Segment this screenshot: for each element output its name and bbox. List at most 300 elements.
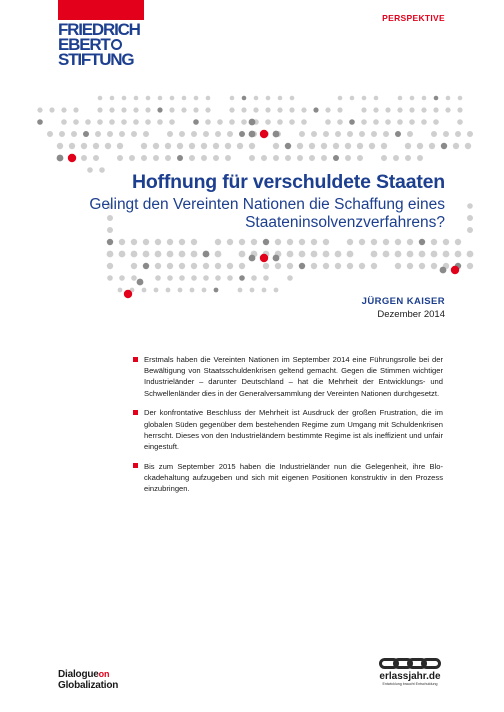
map-dot (157, 119, 163, 125)
map-dot (440, 267, 447, 274)
map-dot (153, 155, 159, 161)
map-dot (297, 155, 303, 161)
map-dot (227, 275, 233, 281)
map-dot (182, 96, 187, 101)
map-dot (213, 155, 219, 161)
map-dot (333, 143, 339, 149)
map-dot (239, 263, 245, 269)
map-dot (81, 143, 87, 149)
map-dot (467, 203, 473, 209)
map-dot (337, 119, 343, 125)
author-name: JÜRGEN KAISER (361, 296, 445, 307)
logo-line-3: STIFTUNG (58, 50, 134, 69)
map-dot (167, 275, 173, 281)
map-dot (357, 143, 363, 149)
map-dot (154, 288, 159, 293)
map-dot (95, 131, 101, 137)
map-dot (287, 239, 293, 245)
map-dot (129, 155, 135, 161)
map-dot (374, 96, 379, 101)
map-dot (323, 263, 329, 269)
map-dot (250, 288, 255, 293)
page-subtitle: Gelingt den Vereinten Nationen die Schaffung eines Staateninsolvenzverfahrens? (89, 196, 445, 231)
map-dot (371, 239, 377, 245)
map-dot (97, 107, 102, 112)
map-dot (227, 131, 233, 137)
map-dot (230, 96, 235, 101)
map-dot (190, 288, 195, 293)
map-dot (263, 275, 269, 281)
map-dot (225, 155, 231, 161)
map-dot (397, 107, 402, 112)
map-dot (323, 239, 329, 245)
map-dot (167, 239, 173, 245)
map-dot (227, 239, 233, 245)
map-dot (431, 251, 438, 258)
map-dot (239, 275, 245, 281)
map-dot (110, 96, 115, 101)
map-dot (347, 239, 353, 245)
map-dot (37, 107, 42, 112)
map-dot (467, 251, 474, 258)
map-dot (142, 288, 147, 293)
fes-logo[interactable] (58, 22, 140, 67)
map-dot (405, 143, 411, 149)
map-dot (359, 263, 365, 269)
map-dot (241, 107, 246, 112)
map-dot (105, 143, 111, 149)
map-dot (443, 239, 449, 245)
map-dot (134, 96, 139, 101)
map-dot (47, 131, 53, 137)
map-dot (407, 239, 413, 245)
map-dot (249, 255, 256, 262)
dialogue-on-globalization-logo[interactable]: Dialogueon Globalization (58, 669, 119, 691)
map-dot (145, 107, 150, 112)
map-dot (407, 131, 413, 137)
map-dot (206, 96, 211, 101)
map-dot (193, 107, 198, 112)
map-dot (157, 107, 162, 112)
erlassjahr-logo[interactable]: erlassjahr.de Entwicklung braucht Entschuldung (375, 658, 445, 687)
map-dot (277, 107, 282, 112)
map-dot (335, 263, 341, 269)
map-dot (467, 227, 473, 233)
map-dot (237, 143, 243, 149)
map-dot (419, 239, 425, 245)
map-dot (121, 119, 127, 125)
logo-line-1: FRIEDRICH (58, 20, 140, 39)
map-dot (191, 251, 198, 258)
map-dot (383, 239, 389, 245)
map-dot (93, 155, 99, 161)
map-dot (345, 155, 351, 161)
logo-line-2: EBERT (58, 37, 140, 52)
map-dot (261, 155, 267, 161)
map-dot (278, 96, 283, 101)
map-dot (287, 275, 293, 281)
map-dot (309, 155, 315, 161)
map-dot (249, 131, 256, 138)
map-dot (455, 131, 461, 137)
map-dot (167, 251, 174, 258)
map-dot (143, 131, 149, 137)
map-dot (311, 263, 317, 269)
map-dot (285, 143, 291, 149)
map-dot (434, 96, 439, 101)
map-dot (145, 119, 151, 125)
map-dot (273, 155, 279, 161)
map-dot (325, 107, 330, 112)
map-dot (417, 143, 423, 149)
map-dot (383, 251, 390, 258)
map-dot (215, 251, 222, 258)
map-dot (275, 263, 281, 269)
map-dot (137, 279, 144, 286)
map-dot (347, 131, 353, 137)
map-dot (397, 119, 403, 125)
map-dot (109, 107, 114, 112)
map-dot (451, 266, 459, 274)
map-dot (453, 143, 459, 149)
map-dot (239, 251, 246, 258)
map-dot (227, 263, 233, 269)
map-dot (361, 119, 367, 125)
map-dot (203, 131, 209, 137)
map-dot (158, 96, 163, 101)
map-dot (299, 263, 305, 269)
map-dot (203, 263, 209, 269)
map-dot (431, 239, 437, 245)
map-dot (181, 107, 186, 112)
map-dot (119, 239, 125, 245)
map-dot (217, 119, 223, 125)
map-dot (191, 239, 197, 245)
map-dot (297, 143, 303, 149)
map-dot (229, 119, 235, 125)
map-dot (49, 107, 54, 112)
map-dot (166, 288, 171, 293)
map-dot (165, 155, 171, 161)
map-dot (249, 155, 255, 161)
map-dot (325, 119, 331, 125)
map-dot (407, 251, 414, 258)
map-dot (169, 107, 174, 112)
map-dot (421, 107, 426, 112)
map-dot (433, 119, 439, 125)
map-dot (146, 96, 151, 101)
map-dot (349, 119, 355, 125)
map-dot (93, 143, 99, 149)
map-dot (203, 251, 210, 258)
map-dot (131, 263, 137, 269)
map-dot (301, 119, 307, 125)
map-dot (81, 155, 87, 161)
map-dot (263, 239, 269, 245)
map-dot (179, 239, 185, 245)
map-dot (133, 119, 139, 125)
map-dot (107, 275, 113, 281)
map-dot (239, 239, 245, 245)
map-dot (429, 143, 435, 149)
map-dot (118, 288, 123, 293)
map-dot (323, 251, 330, 258)
map-dot (446, 96, 451, 101)
map-dot (345, 143, 351, 149)
map-dot (467, 263, 473, 269)
map-dot (409, 107, 414, 112)
map-dot (69, 143, 75, 149)
map-dot (335, 251, 342, 258)
map-dot (311, 239, 317, 245)
map-dot (238, 288, 243, 293)
map-dot (417, 155, 423, 161)
map-dot (465, 143, 471, 149)
map-dot (225, 143, 231, 149)
map-dot (57, 143, 63, 149)
map-dot (311, 251, 318, 258)
map-dot (98, 96, 103, 101)
map-dot (395, 131, 401, 137)
map-dot (141, 155, 147, 161)
section-label: PERSPEKTIVE (382, 13, 445, 23)
map-dot (409, 119, 415, 125)
map-dot (107, 251, 114, 258)
map-dot (153, 143, 159, 149)
map-dot (321, 155, 327, 161)
map-dot (395, 263, 401, 269)
map-dot (143, 239, 149, 245)
map-dot (155, 275, 161, 281)
map-dot (169, 119, 175, 125)
map-dot (73, 119, 79, 125)
map-dot (99, 167, 105, 173)
map-dot (167, 131, 173, 137)
map-dot (443, 131, 449, 137)
map-dot (347, 263, 353, 269)
map-dot (373, 119, 379, 125)
map-dot (311, 131, 317, 137)
map-dot (61, 119, 67, 125)
map-dot (141, 143, 147, 149)
map-dot (167, 263, 173, 269)
map-dot (385, 119, 391, 125)
map-dot (445, 107, 450, 112)
map-dot (338, 96, 343, 101)
map-dot (131, 275, 137, 281)
map-dot (290, 96, 295, 101)
list-item: Bis zum September 2015 haben die Industrieländer nun die Gelegenheit, ihre Blockadehaltung aufzugeben und sich mit eigenen Positionen konstruktiv in den Prozess einzubringen. (133, 461, 443, 495)
map-dot (313, 107, 318, 112)
map-dot (285, 155, 291, 161)
map-dot (201, 143, 207, 149)
map-dot (119, 275, 125, 281)
map-dot (205, 107, 210, 112)
map-dot (398, 96, 403, 101)
map-dot (251, 275, 257, 281)
map-dot (381, 155, 387, 161)
map-dot (287, 263, 293, 269)
map-dot (59, 131, 65, 137)
map-dot (263, 263, 269, 269)
map-dot (119, 251, 126, 258)
publication-date: Dezember 2014 (377, 309, 445, 320)
map-dot (191, 275, 197, 281)
map-dot (155, 251, 162, 258)
map-dot (170, 96, 175, 101)
map-dot (359, 131, 365, 137)
map-dot (273, 131, 280, 138)
map-dot (369, 143, 375, 149)
map-dot (266, 96, 271, 101)
map-dot (373, 107, 378, 112)
map-dot (179, 263, 185, 269)
map-dot (201, 155, 207, 161)
map-dot (457, 119, 463, 125)
map-dot (189, 155, 195, 161)
map-dot (457, 107, 462, 112)
logo-ring-icon (111, 39, 122, 50)
map-dot (405, 155, 411, 161)
map-dot (239, 131, 245, 137)
map-dot (177, 155, 183, 161)
map-dot (431, 131, 437, 137)
map-dot (421, 119, 427, 125)
map-dot (215, 263, 221, 269)
map-dot (133, 107, 138, 112)
map-dot (71, 131, 77, 137)
map-dot (191, 131, 197, 137)
map-dot (455, 251, 462, 258)
map-dot (333, 155, 339, 161)
map-dot (371, 251, 378, 258)
map-dot (337, 107, 342, 112)
summary-list (133, 354, 443, 503)
map-dot (178, 288, 183, 293)
map-dot (289, 107, 294, 112)
chain-icon (375, 658, 445, 669)
map-dot (107, 131, 113, 137)
map-dot (407, 263, 413, 269)
bullet-square-icon (133, 357, 138, 362)
map-dot (97, 119, 103, 125)
map-dot (359, 239, 365, 245)
map-dot (275, 239, 281, 245)
map-dot (203, 275, 209, 281)
map-dot (215, 131, 221, 137)
map-dot (467, 215, 473, 221)
map-dot (37, 119, 43, 125)
map-dot (362, 96, 367, 101)
map-dot (441, 143, 447, 149)
map-dot (381, 143, 387, 149)
map-dot (274, 288, 279, 293)
map-dot (213, 143, 219, 149)
map-dot (124, 290, 132, 298)
map-dot (419, 251, 426, 258)
map-dot (189, 143, 195, 149)
map-dot (299, 251, 306, 258)
map-dot (143, 263, 149, 269)
map-dot (361, 107, 366, 112)
map-dot (121, 107, 126, 112)
map-dot (323, 131, 329, 137)
map-dot (273, 255, 280, 262)
map-dot (155, 263, 161, 269)
map-dot (260, 254, 268, 262)
map-dot (254, 96, 259, 101)
map-dot (215, 239, 221, 245)
map-dot (265, 119, 271, 125)
map-dot (262, 288, 267, 293)
map-dot (241, 119, 247, 125)
map-dot (277, 119, 283, 125)
map-dot (194, 96, 199, 101)
map-dot (350, 96, 355, 101)
map-dot (179, 131, 185, 137)
map-dot (122, 96, 127, 101)
map-dot (433, 107, 438, 112)
map-dot (57, 155, 64, 162)
map-dot (393, 155, 399, 161)
map-dot (165, 143, 171, 149)
map-dot (83, 131, 89, 137)
map-dot (191, 263, 197, 269)
map-dot (179, 275, 185, 281)
map-dot (61, 107, 66, 112)
map-dot (85, 119, 91, 125)
map-dot (117, 155, 123, 161)
map-dot (357, 155, 363, 161)
list-item: Erstmals haben die Vereinten Nationen im September 2014 eine Führungsrolle bei der Bewältigung von Staatsschuldenkrisen geltend gemacht. Gegen die Stimmen wichtiger Industrieländer – darunter Deutschland – hat die Mehrheit der Entwicklungs- und Schwellenländer dies in der Generalversammlung der Vereinten Nationen durchgesetzt. (133, 354, 443, 399)
map-dot (253, 107, 258, 112)
map-dot (422, 96, 427, 101)
map-dot (347, 251, 354, 258)
map-dot (131, 251, 138, 258)
map-dot (251, 239, 257, 245)
map-dot (458, 96, 463, 101)
map-dot (287, 251, 294, 258)
map-dot (273, 143, 279, 149)
map-dot (249, 143, 255, 149)
map-dot (301, 107, 306, 112)
map-dot (455, 239, 461, 245)
map-dot (215, 275, 221, 281)
map-dot (299, 239, 305, 245)
map-dot (107, 263, 113, 269)
map-dot (335, 131, 341, 137)
map-dot (265, 107, 270, 112)
map-dot (321, 143, 327, 149)
bullet-square-icon (133, 410, 138, 415)
map-dot (371, 131, 377, 137)
map-dot (107, 239, 113, 245)
map-dot (117, 143, 123, 149)
map-dot (383, 131, 389, 137)
map-dot (131, 239, 137, 245)
map-dot (73, 107, 78, 112)
bullet-square-icon (133, 463, 138, 468)
map-dot (410, 96, 415, 101)
map-dot (371, 263, 377, 269)
map-dot (385, 107, 390, 112)
map-dot (143, 251, 150, 258)
map-dot (205, 119, 211, 125)
map-dot (87, 167, 93, 173)
map-dot (193, 119, 199, 125)
logo-red-bar (58, 0, 144, 20)
map-dot (68, 154, 76, 162)
